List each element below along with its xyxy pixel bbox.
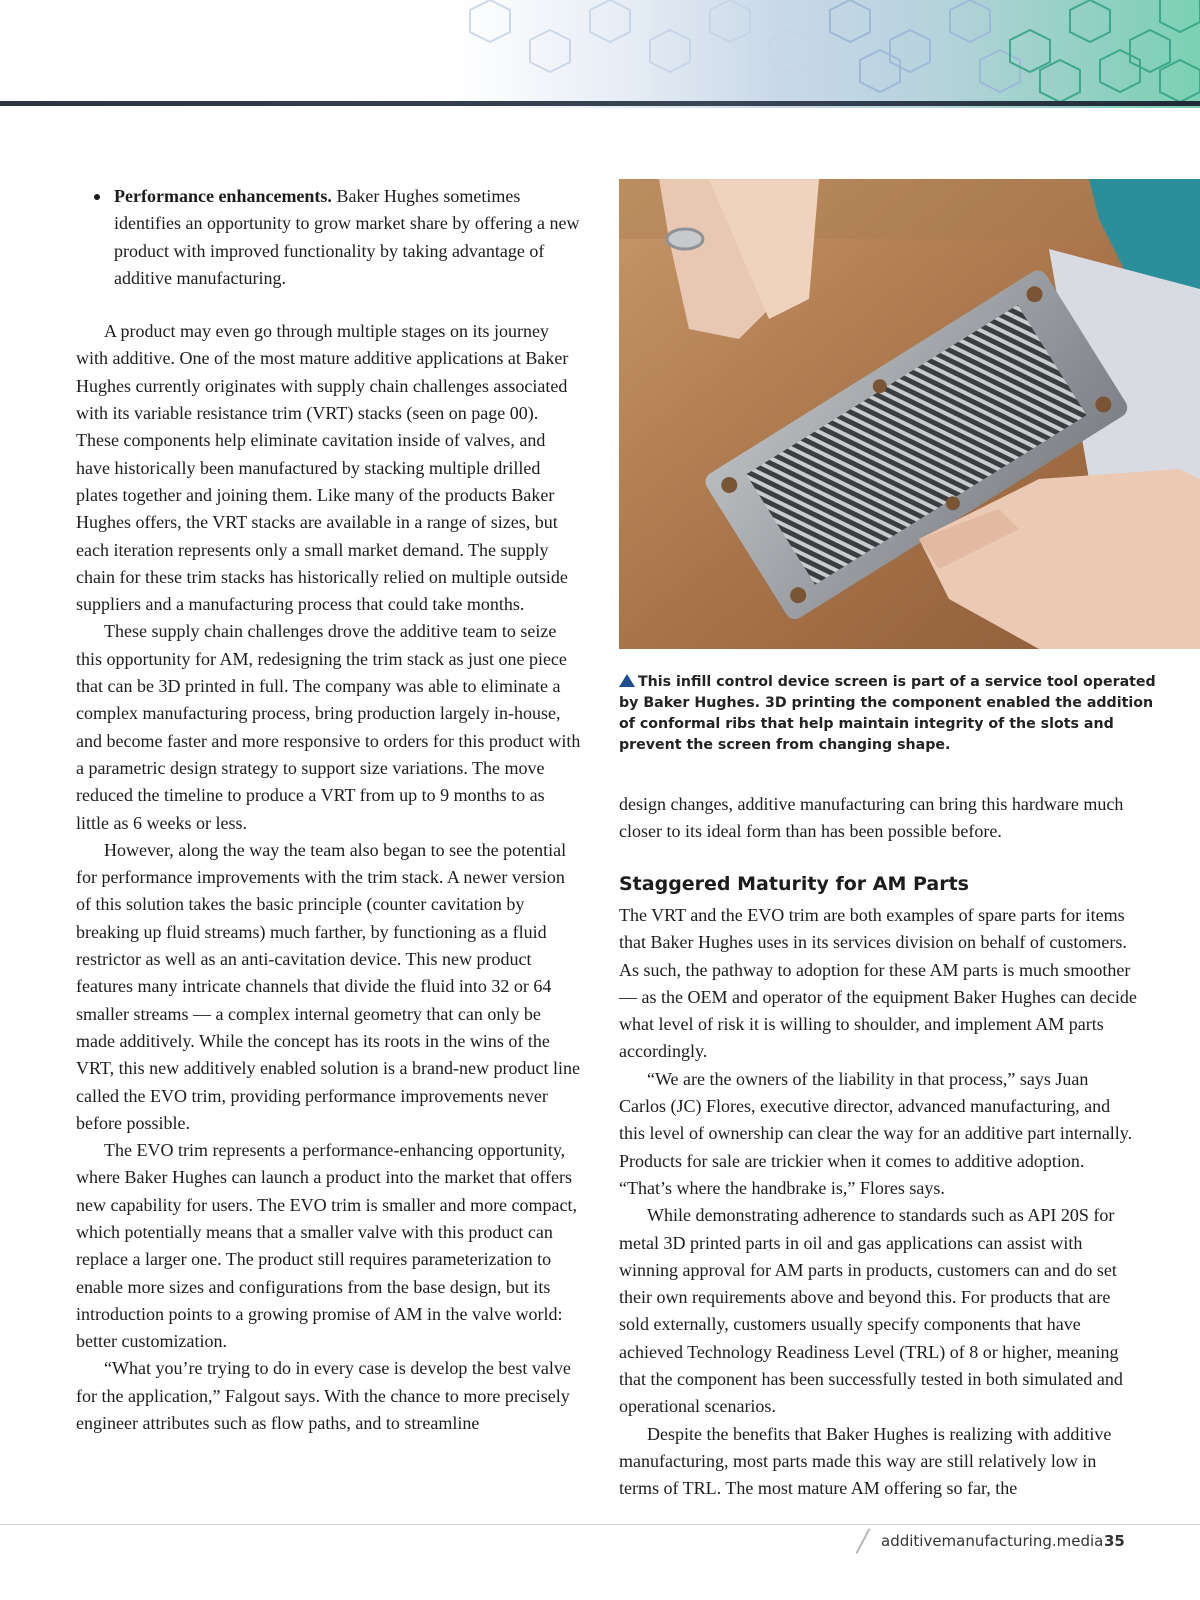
body-paragraph: A product may even go through multiple stages on its journey with additive. One of the most mature additive applications at Baker Hughes currently originates with supply chain challenges associated with its variable resistance trim (VRT) stacks (seen on page 00). These components help eliminate cavitation inside of valves, and have historically been manufactured by stacking multiple drilled plates together and joining them. Like many of the products Baker Hughes offers, the VRT stacks are available in a range of sizes, but each iteration represents only a small market demand. The supply chain for these trim stacks has historically relied on multiple outside suppliers and a manufacturing process that could take months.: [76, 321, 569, 615]
body-paragraph: Despite the benefits that Baker Hughes is realizing with additive manufacturing, most parts made this way are still relatively low in terms of TRL. The most mature AM offering so far, the: [619, 1423, 1112, 1499]
bullet-text: Baker Hughes sometimes identifies an opportunity to grow market share by offering a new product with improved functionality by taking advantage of additive manufacturing.: [114, 186, 580, 288]
body-paragraph: These supply chain challenges drove the additive team to seize this opportunity for AM, redesigning the trim stack as just one piece that can be 3D printed in full. The company was able to eliminate a complex manufacturing process, bring production largely in-house, and become faster and more responsive to orders for this product with a parametric design strategy to support size variations. The move reduced the timeline to produce a VRT from up to 9 months to as little as 6 weeks or less.: [76, 621, 581, 833]
footer-slash-divider: [856, 1528, 871, 1554]
body-paragraph: The VRT and the EVO trim are both examples of spare parts for items that Baker Hughes uses in its services division on behalf of customers. As such, the pathway to adoption for these AM parts is much smoother — as the OEM and operator of the equipment Baker Hughes can decide what level of risk it is willing to shoulder, and implement AM parts accordingly.: [619, 905, 1137, 1062]
figure-caption: [619, 672, 1159, 756]
caption-triangle-icon: [619, 674, 635, 687]
footer-site-url: additivemanufacturing.media: [881, 1532, 1104, 1550]
bullet-item: [76, 183, 582, 292]
body-paragraph: design changes, additive manufacturing can bring this hardware much closer to its ideal form than has been possible before.: [619, 794, 1124, 842]
header-rule: [0, 101, 1200, 106]
section-heading: Staggered Maturity for AM Parts: [619, 873, 969, 895]
body-paragraph: However, along the way the team also began to see the potential for performance improvements with the trim stack. A newer version of this solution takes the basic principle (counter cavitation by breaking up fluid streams) much farther, by functioning as a fluid restrictor as well as an anti-cavitation device. This new product features many intricate channels that divide the fluid into 32 or 64 smaller streams — a complex internal geometry that can only be made additively. While the concept has its roots in the wins of the VRT, this new additively enabled solution is a brand-new product line called the EVO trim, providing performance improvements never before possible.: [76, 839, 580, 1133]
caption-text: This infill control device screen is part of a service tool operated by Baker Hughes. 3D printing the component enabled the addition of conformal ribs that help maintain integrity of the slots and prevent the screen from changing shape.: [619, 674, 1156, 753]
left-column: [76, 183, 582, 1437]
bullet-icon: [94, 194, 100, 200]
figure-photo: [619, 179, 1200, 649]
body-paragraph: The EVO trim represents a performance-enhancing opportunity, where Baker Hughes can launch a product into the market that offers new capability for users. The EVO trim is smaller and more compact, which potentially means that a smaller valve with this product can replace a larger one. The product still requires parameterization to enable more sizes and configurations from the base design, but its introduction points to a growing promise of AM in the valve world: better customization.: [76, 1140, 578, 1352]
body-paragraph: “We are the owners of the liability in that process,” says Juan Carlos (JC) Flores, executive director, advanced manufacturing, and this level of ownership can clear the way for an additive part internally. Products for sale are trickier when it comes to additive adoption. “That’s where the handbrake is,” Flores says.: [619, 1068, 1133, 1198]
page-number: 35: [1104, 1532, 1125, 1550]
body-paragraph: “What you’re trying to do in every case is develop the best valve for the application,” Falgout says. With the chance to more precisely engineer attributes such as flow paths, and to streamline: [76, 1358, 571, 1434]
hexagon-pattern: [0, 0, 1200, 108]
bullet-bold-lead: Performance enhancements.: [114, 186, 332, 206]
body-paragraph: While demonstrating adherence to standards such as API 20S for metal 3D printed parts in oil and gas applications can assist with winning approval for AM parts in products, customers can and do set their own requirements above and beyond this. For products that are sold externally, customers usually specify components that have achieved Technology Readiness Level (TRL) of 8 or higher, meaning that the component has been successfully tested in both simulated and operational scenarios.: [619, 1205, 1123, 1417]
metal-screen-illustration: [619, 179, 1200, 649]
header-banner: [0, 0, 1200, 108]
right-column-continuation: [619, 791, 1139, 846]
footer-rule: [0, 1524, 1200, 1525]
right-column: [619, 902, 1139, 1503]
